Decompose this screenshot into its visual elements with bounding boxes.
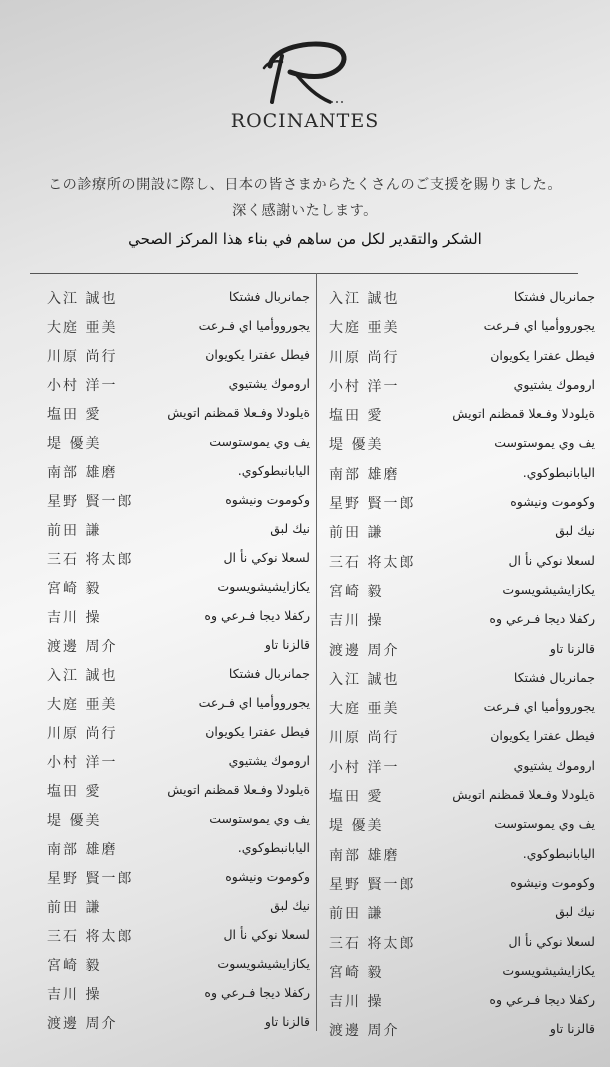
name-row [40,721,310,750]
arabic-name: يجورووأميا اي فـرعت [198,318,310,333]
name-row [40,692,310,721]
name-row [40,982,310,1011]
arabic-name: قالزنا تاو [264,637,310,652]
japanese-name: 塩田 愛 [329,408,384,425]
japanese-name: 大庭 亜美 [47,320,118,336]
japanese-name: 堤 優美 [329,437,384,454]
japanese-name: 塩田 愛 [329,789,384,806]
japanese-name: 星野 賢一郎 [47,494,134,510]
name-row [322,374,595,403]
name-row [40,576,310,605]
japanese-name: 小村 洋一 [329,759,400,776]
japanese-name: 大庭 亜美 [329,320,400,337]
name-row [322,725,595,754]
intro-jp-line1: この診療所の開設に際し、日本の皆さまからたくさんのご支援を賜りました。 [47,177,563,193]
name-row [322,462,595,491]
japanese-name: 小村 洋一 [47,755,118,771]
arabic-name: يكازايشيشويسوت [502,962,595,978]
name-row [40,315,310,344]
name-row [322,286,595,315]
name-row [322,432,595,461]
name-row [322,843,595,872]
name-row [322,901,595,930]
name-row [322,550,595,579]
arabic-name: يكازايشيشويسوت [502,581,595,597]
name-row [40,460,310,489]
arabic-name: ةيلودلا وفـعلا قمظنم اتويش [452,406,595,422]
japanese-name: 入江 誠也 [47,668,118,684]
japanese-name: 川原 尚行 [47,726,118,742]
japanese-name: 大庭 亜美 [329,701,400,718]
arabic-name: ركفلا ديجا فـرعي وه [489,611,595,627]
arabic-name: اروموك يشتيوي [228,753,310,768]
arabic-name: يف وي يموستوست [494,816,595,832]
names-column-right [322,286,595,1048]
intro-ar-line: الشكر والتقدير لكل من ساهم في بناء هذا المركز الصحي [128,230,482,248]
japanese-name: 渡邊 周介 [329,1023,400,1040]
arabic-name: اليابانبطوكوي. [522,845,595,861]
arabic-name: جمانربال فشتكا [513,669,595,685]
japanese-name: 南部 雄磨 [47,465,118,481]
japanese-name: 入江 誠也 [47,291,118,307]
name-row [322,520,595,549]
japanese-name: 前田 謙 [47,900,102,916]
japanese-name: 吉川 操 [329,613,384,630]
name-row [322,638,595,667]
japanese-name: 三石 将太郎 [47,929,134,945]
japanese-name: 宮崎 毅 [329,583,384,600]
name-row [322,667,595,696]
arabic-name: اليابانبطوكوي. [522,464,595,480]
name-row [40,634,310,663]
japanese-name: 堤 優美 [47,436,102,452]
arabic-name: فيطل عفترا يكويوان [205,724,310,739]
arabic-name: ركفلا ديجا فـرعي وه [204,985,310,1000]
japanese-name: 前田 謙 [47,523,102,539]
name-row [322,813,595,842]
japanese-name: 前田 謙 [329,525,384,542]
arabic-name: لسعلا نوكي نأ ال [508,933,595,949]
japanese-name: 吉川 操 [47,987,102,1003]
arabic-name: ةيلودلا وفـعلا قمظنم اتويش [452,787,595,803]
name-row [40,547,310,576]
arabic-name: ركفلا ديجا فـرعي وه [204,608,310,623]
arabic-name: لسعلا نوكي نأ ال [508,552,595,568]
name-row [40,518,310,547]
japanese-name: 渡邊 周介 [47,1016,118,1032]
arabic-name: يف وي يموستوست [209,811,310,826]
arabic-name: اليابانبطوكوي. [237,463,310,478]
arabic-name: يف وي يموستوست [209,434,310,449]
japanese-name: 南部 雄磨 [47,842,118,858]
logo [0,38,610,132]
arabic-name: وكوموت ونيشوه [225,869,310,884]
arabic-name: قالزنا تاو [264,1014,310,1029]
name-row [40,1011,310,1040]
name-row [322,784,595,813]
arabic-name: نيك لبق [555,904,595,920]
arabic-name: جمانربال فشتكا [513,289,595,304]
japanese-name: 大庭 亜美 [47,697,118,713]
arabic-name: ةيلودلا وفـعلا قمظنم اتويش [167,405,310,420]
arabic-name: ةيلودلا وفـعلا قمظنم اتويش [167,782,310,797]
name-row [40,489,310,518]
name-row [40,953,310,982]
name-row [322,872,595,901]
name-row [322,315,595,344]
japanese-name: 三石 将太郎 [47,552,134,568]
japanese-name: 塩田 愛 [47,407,102,423]
name-row [322,755,595,784]
name-row [322,696,595,725]
arabic-name: اروموك يشتيوي [513,757,595,773]
arabic-name: يف وي يموستوست [494,435,595,451]
japanese-name: 川原 尚行 [329,349,400,366]
arabic-name: يجورووأميا اي فـرعت [483,318,595,334]
name-row [40,431,310,460]
name-row [322,579,595,608]
name-row [40,344,310,373]
logo-text: ROCINANTES [230,110,380,132]
arabic-name: نيك لبق [270,521,310,536]
japanese-name: 南部 雄磨 [329,466,400,483]
name-row [322,491,595,520]
name-row [40,373,310,402]
japanese-name: 南部 雄磨 [329,847,400,864]
arabic-name: لسعلا نوكي نأ ال [223,927,310,942]
arabic-name: جمانربال فشتكا [228,289,310,304]
name-row [40,286,310,315]
name-row [322,1018,595,1047]
japanese-name: 堤 優美 [329,818,384,835]
name-row [40,808,310,837]
japanese-name: 川原 尚行 [47,349,118,365]
japanese-name: 入江 誠也 [329,671,400,688]
arabic-name: يجورووأميا اي فـرعت [483,699,595,715]
arabic-name: قالزنا تاو [549,640,595,656]
japanese-name: 三石 将太郎 [329,554,416,571]
arabic-name: فيطل عفترا يكويوان [490,728,595,744]
name-row [322,345,595,374]
japanese-name: 前田 謙 [329,906,384,923]
japanese-name: 星野 賢一郎 [47,871,134,887]
japanese-name: 渡邊 周介 [329,642,400,659]
japanese-name: 三石 将太郎 [329,935,416,952]
japanese-name: 宮崎 毅 [47,581,102,597]
japanese-name: 吉川 操 [329,994,384,1011]
arabic-name: نيك لبق [270,898,310,913]
japanese-name: 入江 誠也 [329,291,400,307]
name-row [322,989,595,1018]
arabic-name: فيطل عفترا يكويوان [205,347,310,362]
name-row [40,750,310,779]
arabic-name: جمانربال فشتكا [228,666,310,681]
japanese-name: 川原 尚行 [329,730,400,747]
arabic-name: قالزنا تاو [549,1021,595,1037]
horizontal-divider [30,273,578,274]
name-row [40,837,310,866]
japanese-name: 堤 優美 [47,813,102,829]
arabic-name: اروموك يشتيوي [228,376,310,391]
japanese-name: 星野 賢一郎 [329,876,416,893]
name-row [322,931,595,960]
arabic-name: لسعلا نوكي نأ ال [223,550,310,565]
arabic-name: وكوموت ونيشوه [225,492,310,507]
arabic-name: اليابانبطوكوي. [237,840,310,855]
name-row [40,402,310,431]
arabic-name: اروموك يشتيوي [513,376,595,392]
arabic-name: نيك لبق [555,523,595,539]
name-row [322,403,595,432]
intro [0,172,610,248]
name-row [322,960,595,989]
name-row [40,866,310,895]
arabic-name: يجورووأميا اي فـرعت [198,695,310,710]
intro-jp-line2: 深く感謝いたします。 [232,203,378,219]
japanese-name: 渡邊 周介 [47,639,118,655]
arabic-name: وكوموت ونيشوه [510,494,595,510]
vertical-divider [316,273,317,1031]
name-row [40,924,310,953]
name-row [40,605,310,634]
japanese-name: 小村 洋一 [47,378,118,394]
arabic-name: وكوموت ونيشوه [510,874,595,890]
japanese-name: 吉川 操 [47,610,102,626]
name-row [322,608,595,637]
script-r-logo-icon [250,38,360,108]
arabic-name: فيطل عفترا يكويوان [490,347,595,363]
arabic-name: ركفلا ديجا فـرعي وه [489,992,595,1008]
japanese-name: 小村 洋一 [329,378,400,395]
name-row [40,663,310,692]
name-row [40,779,310,808]
arabic-name: يكازايشيشويسوت [217,956,310,971]
japanese-name: 宮崎 毅 [47,958,102,974]
japanese-name: 塩田 愛 [47,784,102,800]
name-row [40,895,310,924]
japanese-name: 宮崎 毅 [329,964,384,981]
japanese-name: 星野 賢一郎 [329,496,416,513]
arabic-name: يكازايشيشويسوت [217,579,310,594]
names-column-left [40,286,310,1040]
